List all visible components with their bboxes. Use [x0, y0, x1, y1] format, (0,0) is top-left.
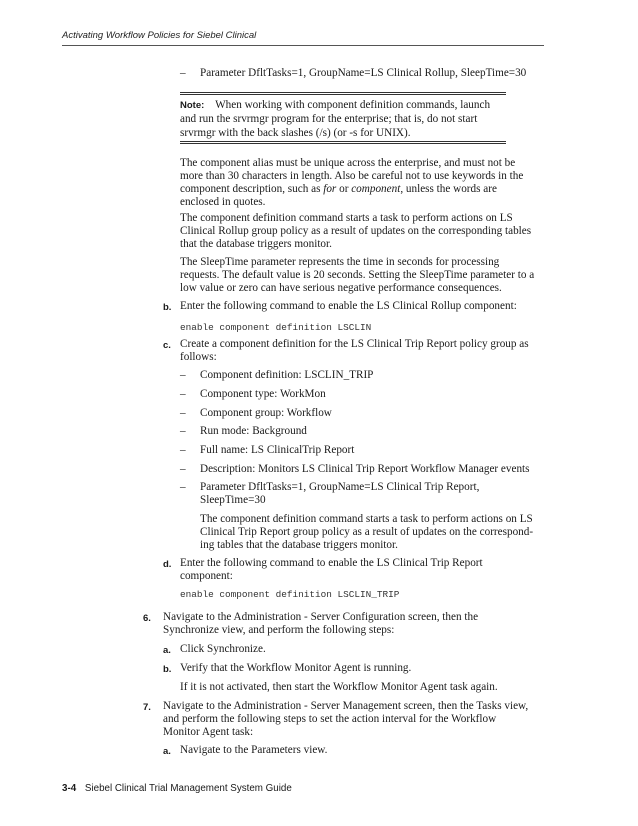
list-item: Component group: Workflow [200, 407, 332, 419]
trip-para-line-3: ing tables that the database triggers monitor. [200, 539, 398, 551]
note-label: Note: [180, 100, 205, 111]
step-d-label: d. [163, 559, 172, 570]
sleep-para-line-3: low value or zero can have serious negative performance consequences. [180, 282, 502, 294]
trip-param-line-1: Parameter DfltTasks=1, GroupName=LS Clinical Trip Report, [200, 481, 480, 493]
task-para-line-3: that the database triggers monitor. [180, 238, 332, 250]
list-item: Component type: WorkMon [200, 388, 326, 400]
step-d-line-2: component: [180, 570, 233, 582]
trip-param-line-2: SleepTime=30 [200, 494, 266, 506]
note-rule-top [180, 92, 506, 95]
step-c-label: c. [163, 340, 171, 351]
list-item: Full name: LS ClinicalTrip Report [200, 444, 355, 456]
step-7-line-3: Monitor Agent task: [163, 726, 254, 738]
keyword-component: component [351, 183, 401, 195]
dash-bullet: – [180, 407, 186, 419]
sleep-para-line-2: requests. The default value is 20 seconds. Setting the SleepTime parameter to a [180, 269, 535, 281]
step-7a-text: Navigate to the Parameters view. [180, 744, 328, 756]
trip-para-line-2: Clinical Trip Report group policy as a result of updates on the correspond- [200, 526, 534, 538]
step-7-line-1: Navigate to the Administration - Server Management screen, then the Tasks view, [163, 700, 529, 712]
alias-para-line-4: enclosed in quotes. [180, 196, 266, 208]
step-6-label: 6. [143, 613, 151, 624]
task-para-line-2: Clinical Rollup group policy as a result of updates on the corresponding tables [180, 225, 532, 237]
running-header: Activating Workflow Policies for Siebel Clinical [62, 30, 257, 41]
keyword-for: for [323, 183, 337, 195]
dash-bullet: – [180, 444, 186, 456]
dash-bullet: – [180, 425, 186, 437]
note-rule-bottom [180, 141, 506, 144]
step-6-line-1: Navigate to the Administration - Server Configuration screen, then the [163, 611, 479, 623]
top-parameter: Parameter DfltTasks=1, GroupName=LS Clinical Rollup, SleepTime=30 [200, 67, 527, 79]
step-6b-text: Verify that the Workflow Monitor Agent is running. [180, 662, 412, 674]
step-6a-text: Click Synchronize. [180, 643, 266, 655]
step-7a-label: a. [163, 746, 171, 757]
step-6b-note: If it is not activated, then start the Workflow Monitor Agent task again. [180, 681, 498, 693]
step-7-line-2: and perform the following steps to set the action interval for the Workflow [163, 713, 497, 725]
sleep-para-line-1: The SleepTime parameter represents the time in seconds for processing [180, 256, 500, 268]
page-number: 3-4 [62, 783, 77, 794]
list-item: Component definition: LSCLIN_TRIP [200, 369, 374, 381]
dash-bullet: – [180, 388, 186, 400]
alias-para-line-1: The component alias must be unique across the enterprise, and must not be [180, 157, 516, 169]
alias-para-line-3: component description, such as for or component, unless the words are [180, 183, 497, 195]
step-c-line-1: Create a component definition for the LS Clinical Trip Report policy group as [180, 338, 529, 350]
dash-bullet: – [180, 481, 186, 493]
dash-bullet: – [180, 463, 186, 475]
code-enable-lsclin-trip: enable component definition LSCLIN_TRIP [180, 589, 400, 600]
page-footer [62, 783, 292, 794]
step-b-text: Enter the following command to enable the LS Clinical Rollup component: [180, 300, 517, 312]
note-line-3: srvrmgr with the back slashes (/s) (or -s for UNIX). [180, 127, 411, 139]
note-line-1: Note: When working with component definition commands, launch [180, 99, 491, 111]
step-c-line-2: follows: [180, 351, 217, 363]
step-6a-label: a. [163, 645, 171, 656]
header-rule [62, 45, 544, 46]
step-6b-label: b. [163, 664, 172, 675]
step-6-line-2: Synchronize view, and perform the following steps: [163, 624, 395, 636]
step-d-line-1: Enter the following command to enable the LS Clinical Trip Report [180, 557, 483, 569]
step-7-label: 7. [143, 702, 151, 713]
list-item: Description: Monitors LS Clinical Trip Report Workflow Manager events [200, 463, 530, 475]
task-para-line-1: The component definition command starts a task to perform actions on LS [180, 212, 513, 224]
note-line-2: and run the srvrmgr program for the enterprise; that is, do not start [180, 113, 478, 125]
dash-bullet: – [180, 369, 186, 381]
list-item: Run mode: Background [200, 425, 307, 437]
footer-title: Siebel Clinical Trial Management System Guide [84, 783, 292, 794]
trip-para-line-1: The component definition command starts a task to perform actions on LS [200, 513, 533, 525]
step-b-label: b. [163, 302, 172, 313]
alias-para-line-2: more than 30 characters in length. Also be careful not to use keywords in the [180, 170, 524, 182]
dash-bullet: – [180, 67, 186, 79]
code-enable-lsclin: enable component definition LSCLIN [180, 322, 372, 333]
